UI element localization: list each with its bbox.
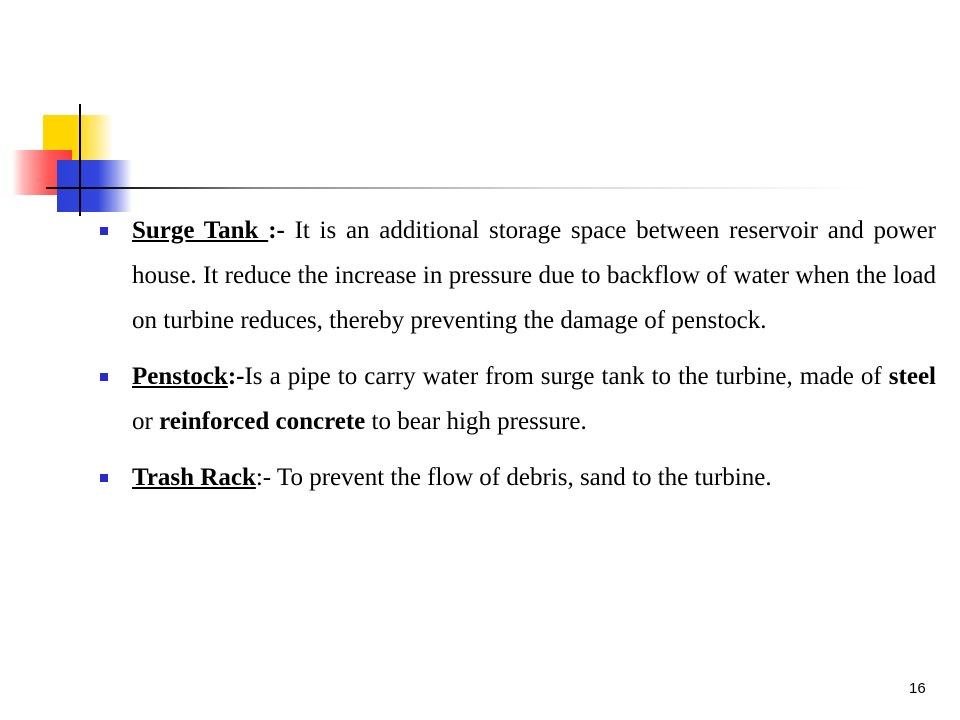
decor-vertical-line xyxy=(79,104,81,216)
square-bullet-icon xyxy=(100,474,108,482)
page-number: 16 xyxy=(909,680,926,697)
bullet-text: to bear high pressure. xyxy=(365,408,587,435)
title-divider-line xyxy=(46,187,876,189)
slide-content xyxy=(100,208,936,511)
term-separator: :- xyxy=(227,363,245,390)
bullet-surge-tank xyxy=(100,208,936,343)
term-trash-rack: Trash Rack xyxy=(132,464,256,491)
bullet-text: It is an additional storage space between reservoir and power house. It reduce the increase in pressure due to backflow of water when the load on turbine reduces, thereby preventing the damage of penstock. xyxy=(132,217,936,334)
term-surge-tank: Surge Tank xyxy=(132,217,269,244)
bold-steel: steel xyxy=(888,363,936,390)
term-separator: :- xyxy=(268,217,285,244)
bullet-trash-rack xyxy=(100,455,936,500)
decor-blue-square xyxy=(57,160,132,212)
bullet-text: :- To prevent the flow of debris, sand to the turbine. xyxy=(255,464,772,491)
square-bullet-icon xyxy=(100,373,108,381)
square-bullet-icon xyxy=(100,227,108,235)
term-penstock: Penstock xyxy=(132,363,228,390)
bullet-penstock xyxy=(100,354,936,444)
bullet-text: Is a pipe to carry water from surge tank to the turbine, made of xyxy=(244,363,889,390)
bold-reinforced-concrete: reinforced concrete xyxy=(159,408,366,435)
bullet-text: or xyxy=(132,408,160,435)
